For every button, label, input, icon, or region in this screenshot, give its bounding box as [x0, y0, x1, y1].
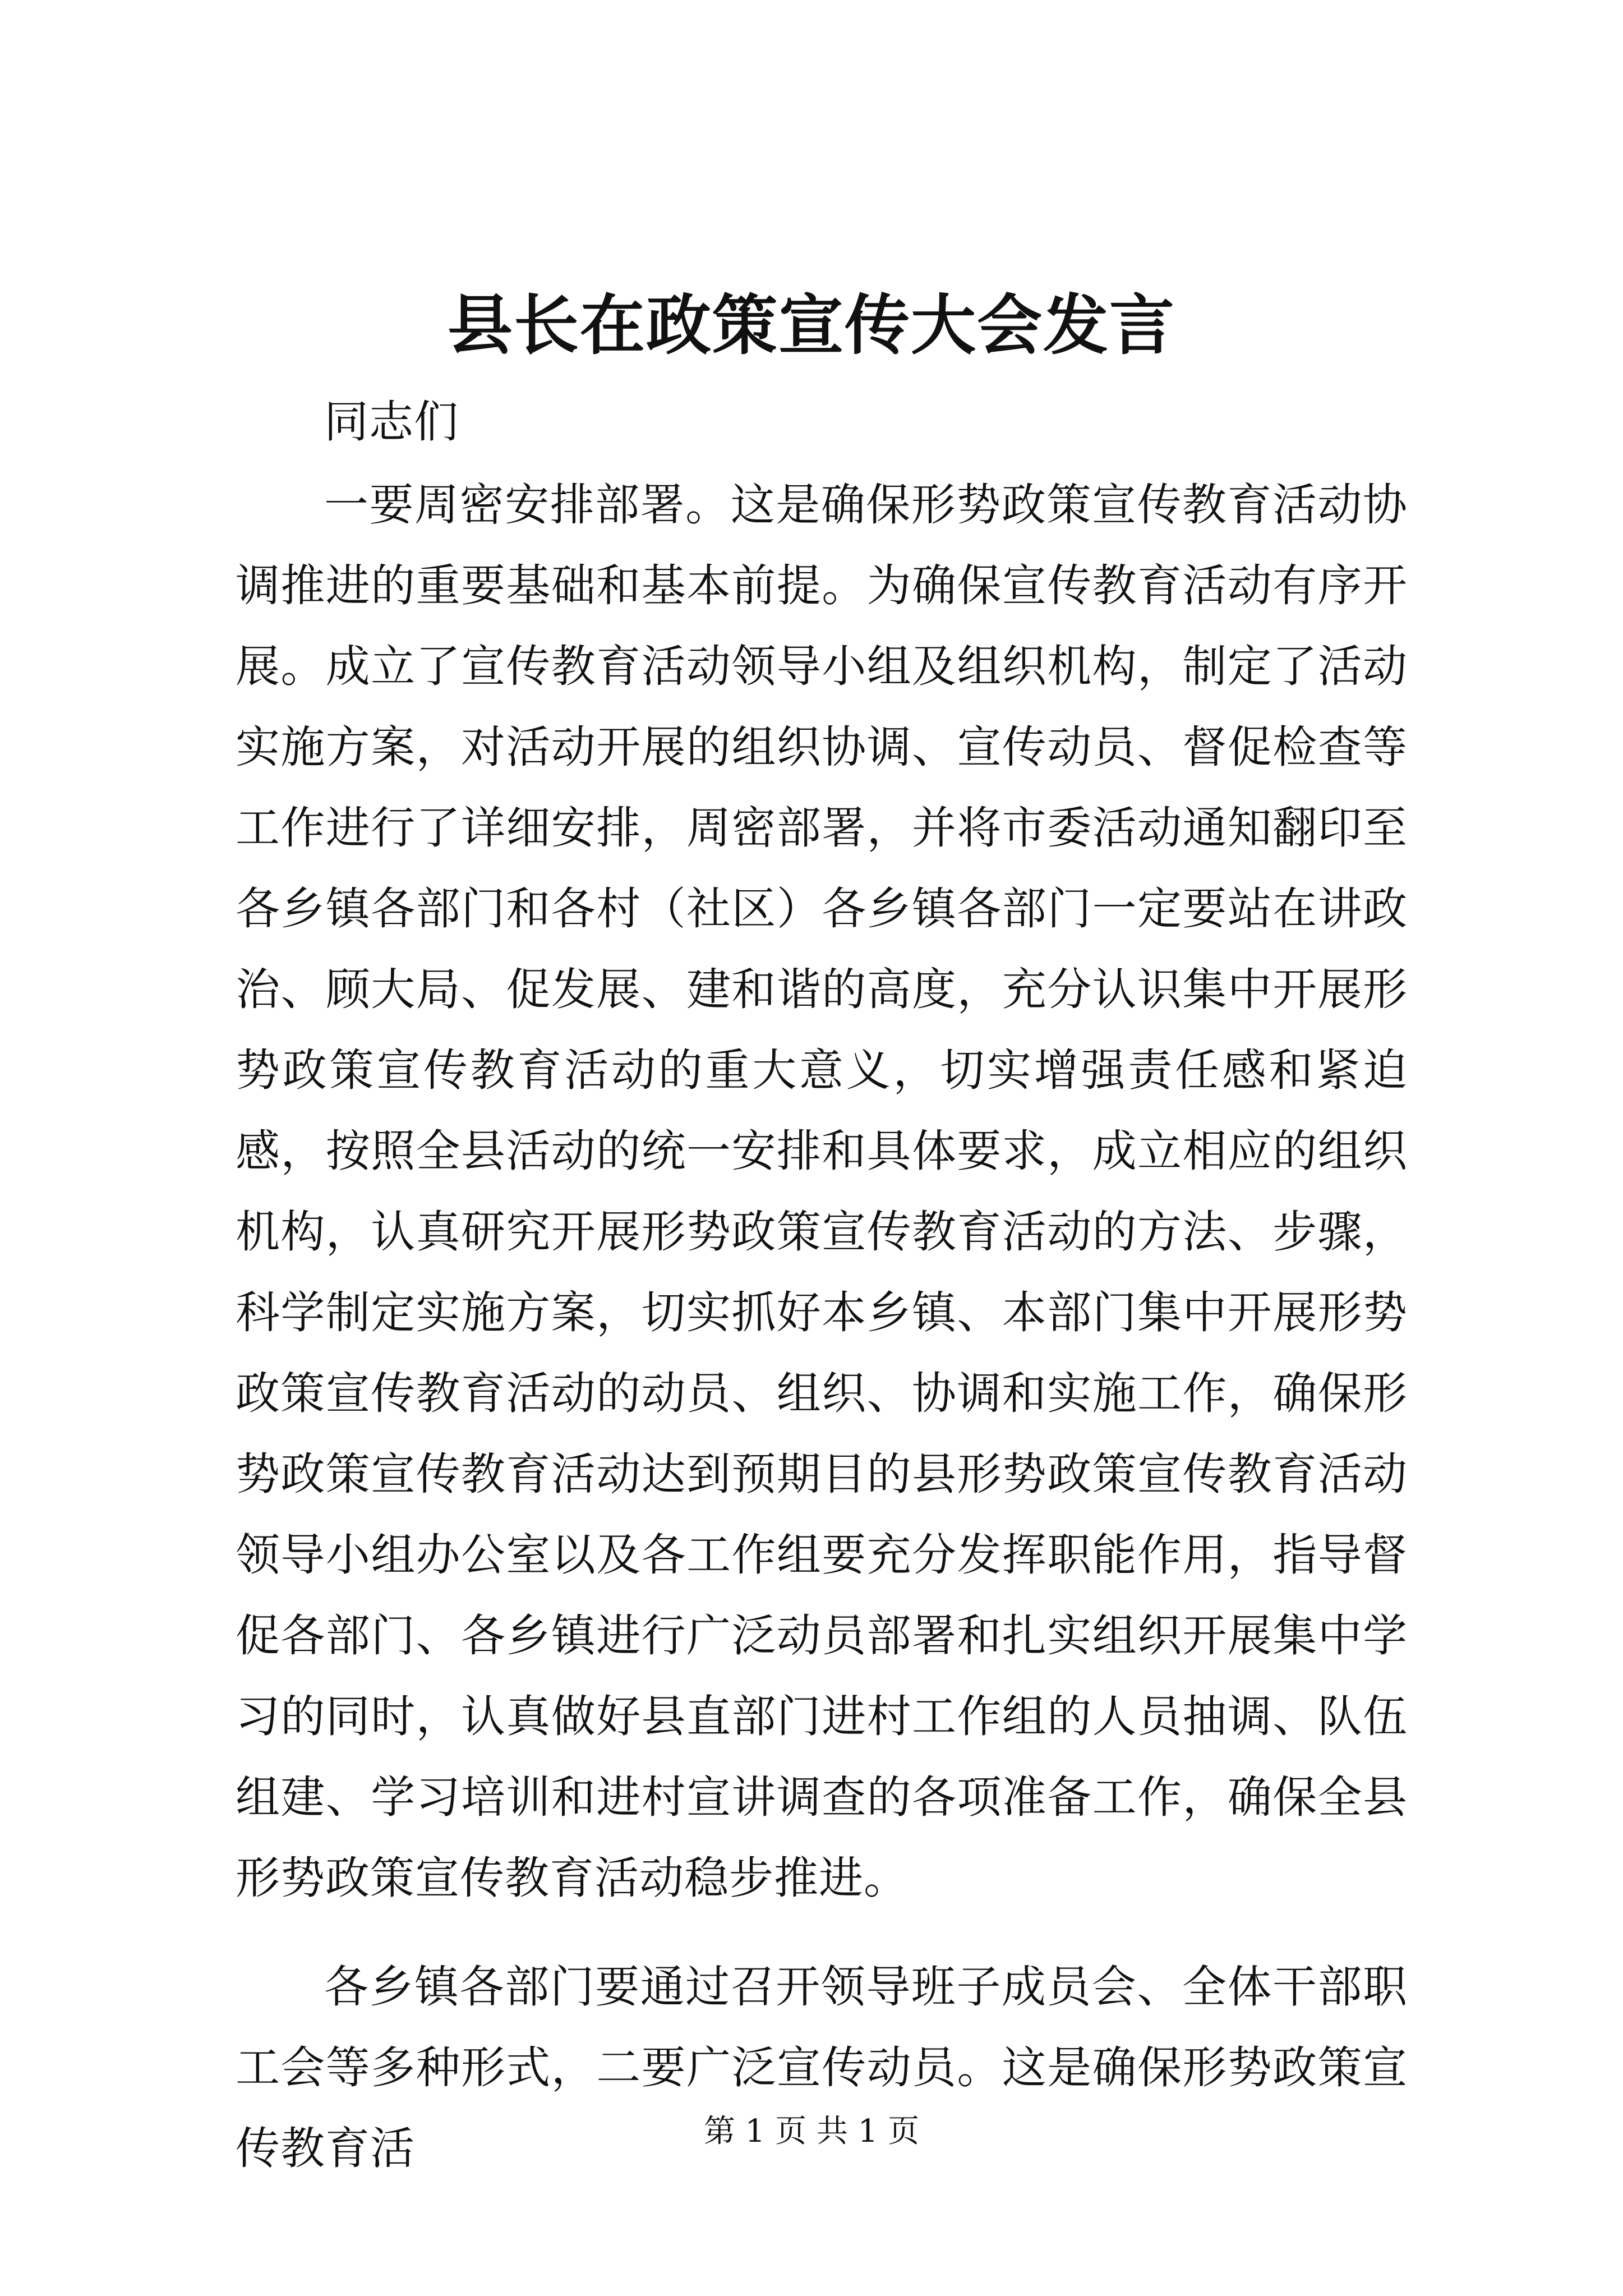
salutation: 同志们 — [324, 396, 459, 448]
paragraph-2: 各乡镇各部门要通过召开领导班子成员会、全体干部职工会等多种形式，二要广泛宣传动员。这是确保形势政策宣传教育活 — [236, 1961, 1408, 2174]
page-number-footer: 第 1 页 共 1 页 — [703, 2113, 920, 2150]
document-body — [236, 381, 1408, 2189]
document-title: 县长在政策宣传大会发言 — [448, 287, 1175, 364]
paragraph-1: 一要周密安排部署。这是确保形势政策宣传教育活动协调推进的重要基础和基本前提。为确保宣传教育活动有序开展。成立了宣传教育活动领导小组及组织机构，制定了活动实施方案，对活动开展的组织协调、宣传动员、督促检查等工作进行了详细安排，周密部署，并将市委活动通知翻印至各乡镇各部门和各村（社区）各乡镇各部门一定要站在讲政治、顾大局、促发展、建和谐的高度，充分认识集中开展形势政策宣传教育活动的重大意义，切实增强责任感和紧迫感，按照全县活动的统一安排和具体要求，成立相应的组织机构，认真研究开展形势政策宣传教育活动的方法、步骤，科学制定实施方案，切实抓好本乡镇、本部门集中开展形势政策宣传教育活动的动员、组织、协调和实施工作，确保形势政策宣传教育活动达到预期目的县形势政策宣传教育活动领导小组办公室以及各工作组要充分发挥职能作用，指导督促各部门、各乡镇进行广泛动员部署和扎实组织开展集中学习的同时，认真做好县直部门进村工作组的人员抽调、队伍组建、学习培训和进村宣讲调查的各项准备工作，确保全县形势政策宣传教育活动稳步推进。 — [236, 479, 1408, 1904]
